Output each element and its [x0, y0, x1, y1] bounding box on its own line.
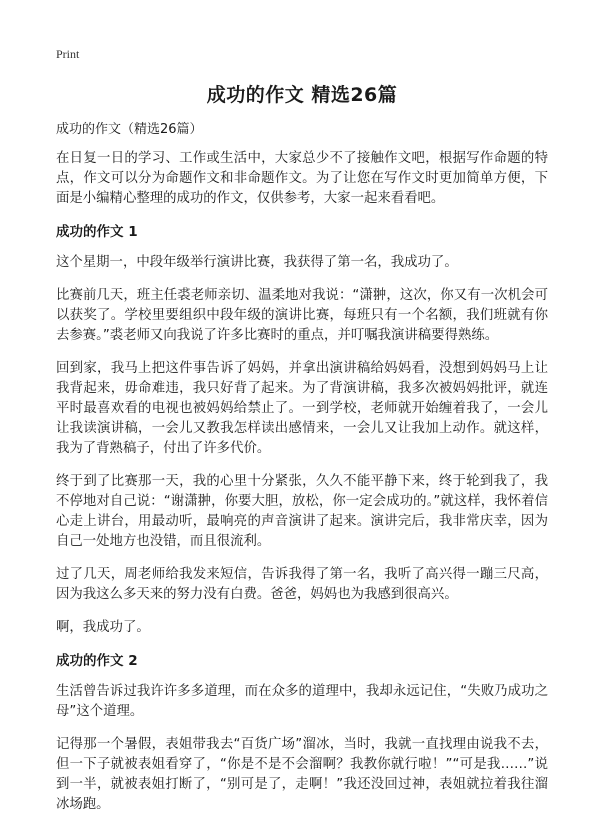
paragraph: 生活曾告诉过我许许多多道理，而在众多的道理中，我却永远记住，“失败乃成功之母”这个道理。 [56, 684, 548, 719]
paragraph: 记得那一个暑假，表姐带我去“百货广场”溜冰，当时，我就一直找理由说我不去，但一下子就被表姐看穿了，“你是不是不会溜啊？我教你就行啦！”“可是我……”说到一半，就被表姐打断了，“别可是了，走啊！”我还没回过神，表姐就拉着我往溜冰场跑。 [56, 737, 548, 812]
paragraph: 这个星期一，中段年级举行演讲比赛，我获得了第一名，我成功了。 [56, 255, 458, 270]
essay-section-2 [56, 651, 548, 815]
paragraph: 回到家，我马上把这件事告诉了妈妈，并拿出演讲稿给妈妈看，没想到妈妈马上让我背起来，毋命难违，我只好背了起来。为了背演讲稿，我多次被妈妈批评，就连平时最喜欢看的电视也被妈妈给禁止了。一到学校，老师就开始缠着我了，一会儿让我读演讲稿，一会儿又教我怎样读出感情来，一会儿又让我加上动作。就这样，我为了背熟稿子，付出了许多代价。 [56, 361, 548, 456]
page-title: 成功的作文 精选26篇 [206, 84, 398, 106]
paragraph: 啊，我成功了。 [56, 620, 150, 635]
paragraph: 终于到了比赛那一天，我的心里十分紧张，久久不能平静下来，终于轮到我了，我不停地对自己说：“谢潇翀，你要大胆，放松，你一定会成功的。”就这样，我怀着信心走上讲台，用最动听，最响亮的声音演讲了起来。演讲完后，我非常庆幸，因为自己一处地方也没错，而且很流利。 [56, 474, 548, 549]
section-heading: 成功的作文 2 [56, 653, 138, 669]
print-link[interactable]: Print [56, 47, 80, 61]
article-subtitle: 成功的作文（精选26篇） [56, 122, 203, 137]
paragraph: 比赛前几天，班主任裘老师亲切、温柔地对我说：“潇翀，这次，你又有一次机会可以获奖了。学校里要组织中段年级的演讲比赛，每班只有一个名额，我们班就有你去参赛。”裘老师又向我说了许多比赛时的重点，并叮嘱我演讲稿要得熟练。 [56, 288, 548, 343]
section-heading: 成功的作文 1 [56, 224, 138, 240]
intro-paragraph: 在日复一日的学习、工作或生活中，大家总少不了接触作文吧，根据写作命题的特点，作文可以分为命题作文和非命题作文。为了让您在写作文时更加简单方便，下面是小编精心整理的成功的作文，仅供参考，大家一起来看看吧。 [56, 151, 548, 206]
article-body [56, 120, 548, 828]
paragraph: 过了几天，周老师给我发来短信，告诉我得了第一名，我听了高兴得一蹦三尺高，因为我这么多天来的努力没有白费。爸爸，妈妈也为我感到很高兴。 [56, 567, 548, 602]
essay-section-1 [56, 222, 548, 638]
